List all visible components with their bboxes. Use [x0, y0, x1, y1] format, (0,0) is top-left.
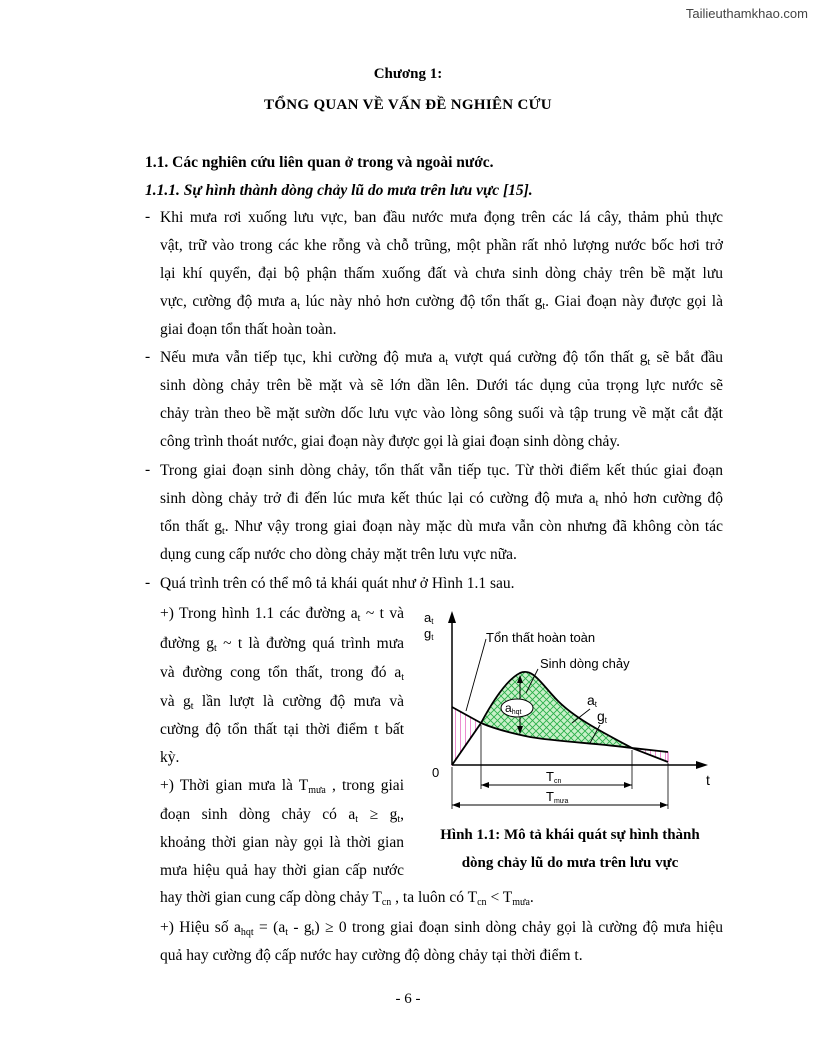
- label-at-curve: at: [587, 692, 598, 709]
- paragraph-line: đường $g_t$ ~ t là đường quá trình mưa: [160, 635, 404, 654]
- axis-label-a: at: [424, 610, 434, 626]
- chapter-title: TỔNG QUAN VỀ VẤN ĐỀ NGHIÊN CỨU: [264, 97, 552, 113]
- paragraph-line: Nếu mưa vẫn tiếp tục, khi cường độ mưa $a_t$ vượt quá cường độ tổn thất $g_t$ sẽ bắt đầu: [160, 349, 723, 368]
- bullet-dash: -: [145, 208, 151, 225]
- paragraph-line: lại khí quyển, đại bộ phận thấm xuống đất và chưa sinh dòng chảy trên bề mặt lưu: [160, 265, 723, 282]
- tmua-arrow-left: [452, 802, 460, 808]
- chapter-label: Chương 1:: [373, 66, 443, 82]
- paragraph-line: vực, cường độ mưa $a_t$ lúc này nhỏ hơn cường độ tổn thất $g_t$. Giai đoạn này được gọi là: [160, 293, 723, 312]
- paragraph-line: khoảng thời gian này gọi là thời gian: [160, 834, 404, 851]
- loss-leader-line: [466, 639, 486, 711]
- tcn-arrow-right: [624, 782, 632, 788]
- paragraph-line: Trong giai đoạn sinh dòng chảy, tổn thất vẫn tiếp tục. Từ thời điểm kết thúc giai đoạn: [160, 462, 723, 479]
- paragraph-line: chảy tràn theo bề mặt sườn dốc lưu vực vào lòng sông suối và tập trung về mặt cắt đặt: [160, 405, 723, 422]
- paragraph-line: cường độ tổn thất tại thời điểm t bất: [160, 721, 404, 738]
- section-heading: 1.1. Các nghiên cứu liên quan ở trong và ngoài nước.: [145, 154, 494, 171]
- label-runoff: Sinh dòng chảy: [540, 656, 630, 671]
- paragraph-line: tổn thất $g_t$. Như vậy trong giai đoạn này mặc dù mưa vẫn còn nhưng đã không còn tác: [160, 518, 723, 537]
- paragraph-line: +) Hiệu số $a_{hqt} = (a_t - g_t) \ge 0$ trong giai đoạn sinh dòng chảy gọi là cường độ mưa hiệu: [160, 919, 723, 938]
- label-total-loss: Tổn thất hoàn toàn: [486, 630, 596, 645]
- subsection-heading: 1.1.1. Sự hình thành dòng chảy lũ do mưa trên lưu vực [15].: [145, 182, 533, 199]
- paragraph-line: mưa hiệu quả hay thời gian cấp nước: [160, 862, 404, 879]
- bullet-dash: -: [145, 574, 151, 591]
- paragraph-line: giai đoạn tổn thất hoàn toàn.: [160, 321, 337, 338]
- tcn-arrow-left: [481, 782, 489, 788]
- paragraph-line: Khi mưa rơi xuống lưu vực, ban đầu nước mưa đọng trên các lá cây, thảm phủ thực: [160, 209, 723, 226]
- paragraph-line: Quá trình trên có thể mô tả khái quát như ở Hình 1.1 sau.: [160, 575, 515, 592]
- ahqt-label: ahqt: [505, 701, 522, 716]
- bullet-dash: -: [145, 348, 151, 365]
- watermark: Tailieuthamkhao.com: [685, 6, 808, 21]
- paragraph-line: +) Thời gian mưa là $T_{mưa}$ , trong giai: [160, 777, 404, 796]
- paragraph-line: dụng cung cấp nước cho dòng chảy mặt trên lưu vực nữa.: [160, 546, 517, 563]
- time-axis-label: t: [706, 772, 710, 788]
- hydrograph-figure: [410, 605, 730, 820]
- x-axis-arrow: [696, 761, 708, 769]
- paragraph-line: quả hay cường độ cấp nước hay cường độ dòng chảy tại thời điểm t.: [160, 947, 583, 964]
- bullet-dash: -: [145, 461, 151, 478]
- tmua-arrow-right: [660, 802, 668, 808]
- paragraph-line: đoạn sinh dòng chảy có $a_t \ge g_t$,: [160, 806, 404, 825]
- paragraph-line: và đường cong tổn thất, trong đó $a_t$: [160, 664, 404, 683]
- y-axis-arrow: [448, 611, 456, 623]
- origin-label: 0: [432, 765, 440, 780]
- label-gt-curve: gt: [597, 708, 608, 725]
- label-tcn: Tcn: [546, 769, 562, 785]
- page-number: - 6 -: [395, 991, 421, 1007]
- paragraph-line: hay thời gian cung cấp dòng chảy $T_{cn}$ , ta luôn có $T_{cn} < T_{mưa}$.: [160, 889, 534, 908]
- axis-label-g: gt: [424, 626, 434, 642]
- paragraph-line: sinh dòng chảy trở đi đến lúc mưa kết thúc lại có cường độ mưa $a_t$ nhỏ hơn cường độ: [160, 490, 723, 509]
- paragraph-line: và $g_t$ lần lượt là cường độ mưa và: [160, 693, 404, 712]
- paragraph-line: công trình thoát nước, giai đoạn này được gọi là giai đoạn sinh dòng chảy.: [160, 433, 621, 450]
- paragraph-line: +) Trong hình 1.1 các đường $a_t$ ~ t và: [160, 605, 404, 624]
- paragraph-line: sinh dòng chảy trên bề mặt và sẽ lớn dần lên. Dưới tác dụng của trọng lực nước sẽ: [160, 377, 723, 394]
- figure-caption-line1: Hình 1.1: Mô tả khái quát sự hình thành: [440, 827, 700, 843]
- label-tmua: Tmưa: [546, 789, 569, 805]
- paragraph-line: kỳ.: [160, 749, 180, 766]
- paragraph-line: vật, trữ vào trong các khe rỗng và chỗ trũng, một phần rất nhỏ lượng nước bốc hơi trở: [160, 237, 723, 254]
- figure-caption-line2: dòng chảy lũ do mưa trên lưu vực: [461, 855, 679, 871]
